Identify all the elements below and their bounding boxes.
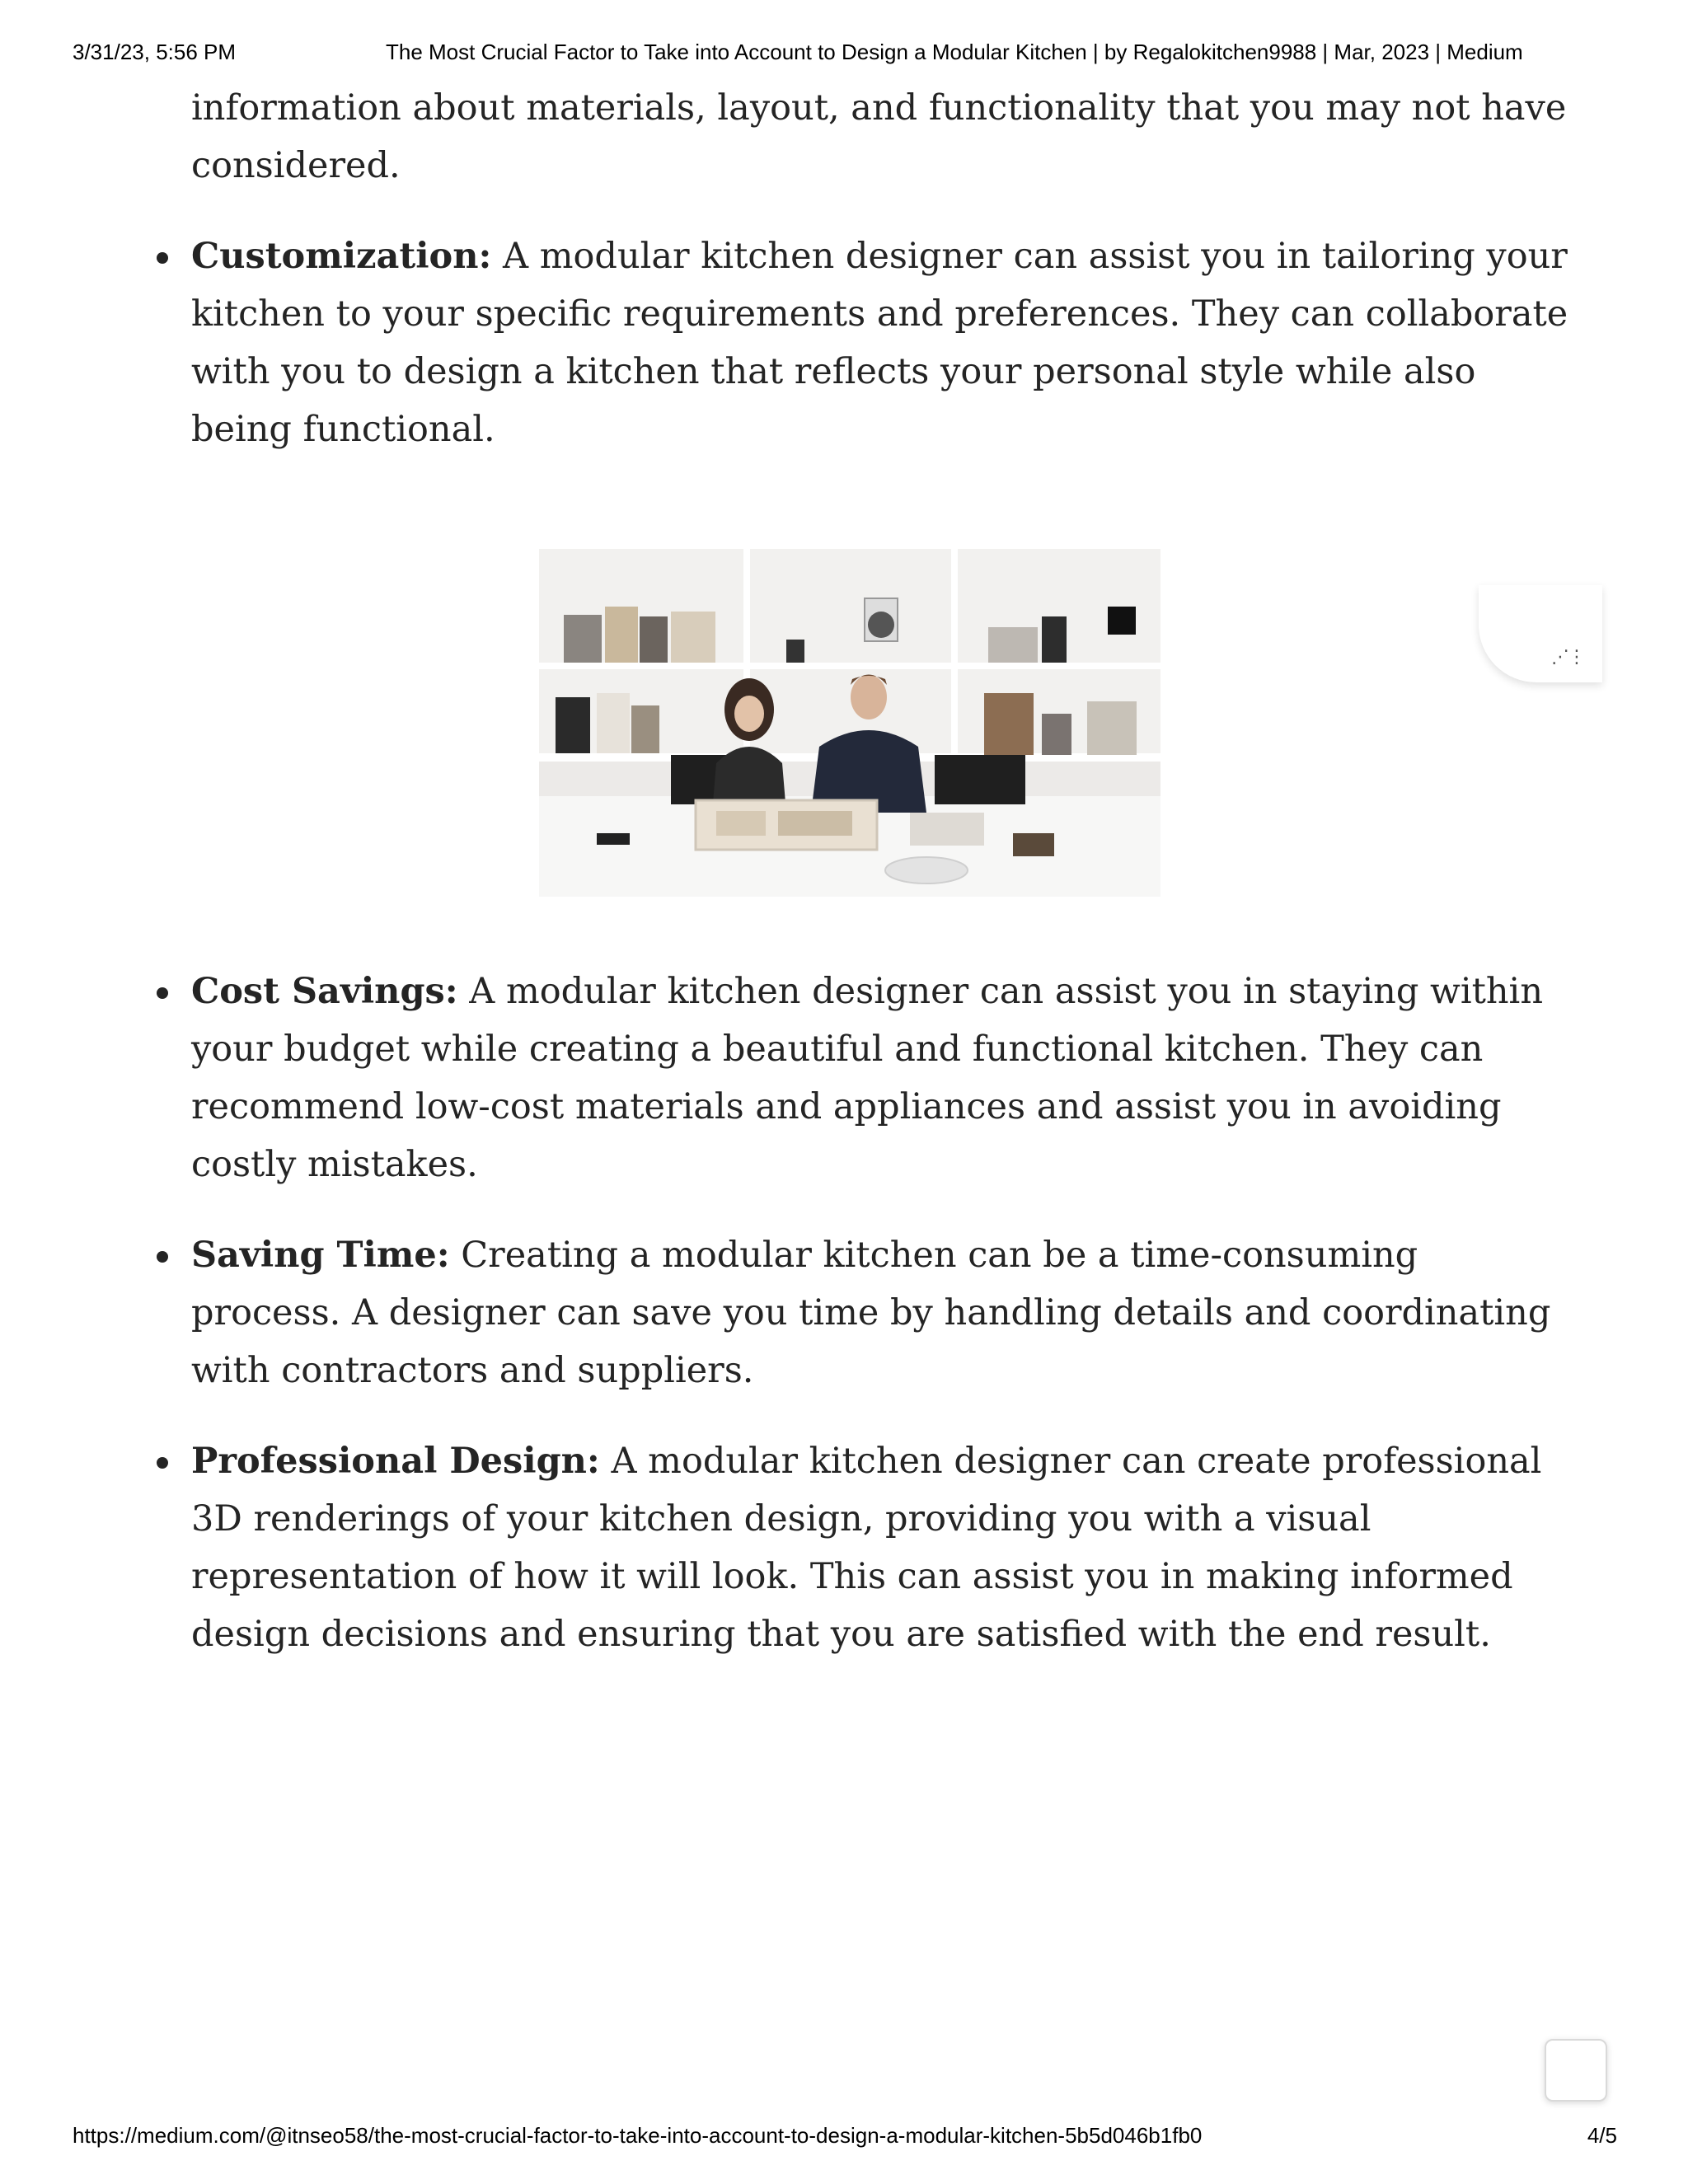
continuation-paragraph: information about materials, layout, and functionality that you may not have considered.	[191, 87, 1567, 186]
print-footer	[0, 2123, 1688, 2153]
print-url: https://medium.com/@itnseo58/the-most-crucial-factor-to-take-into-account-to-design-a-modular-kitchen-5b5d046b1fb0	[73, 2123, 1203, 2148]
print-date: 3/31/23, 5:56 PM	[73, 40, 237, 64]
bullet-text: A modular kitchen designer can assist you in tailoring your kitchen to your specific requirements and preferences. They can collaborate with you to design a kitchen that reflects your personal style while also being functional.	[191, 236, 1568, 450]
print-header	[0, 40, 1688, 69]
list-item-cost-savings	[191, 963, 1576, 1193]
print-page-title: The Most Crucial Factor to Take into Account to Design a Modular Kitchen | by Regalokitchen9988 | Mar, 2023 | Medium	[386, 40, 1523, 64]
scroll-corner-button[interactable]	[1545, 2039, 1607, 2102]
page-indicator: 4/5	[1587, 2123, 1617, 2148]
designers-photo-illustration	[539, 549, 1160, 897]
bullet-text: A modular kitchen designer can assist you in staying within your budget while creating a beautiful and functional kitchen. They can recommend low-cost materials and appliances and assist you in avoiding costly mistakes.	[191, 971, 1544, 1185]
drag-handle-icon[interactable]: ⋰⋮	[1551, 647, 1584, 668]
bullet-term: Cost Savings:	[191, 971, 458, 1012]
floating-widget[interactable]	[1479, 585, 1602, 682]
list-item-saving-time	[191, 1226, 1576, 1399]
bullet-list-bottom	[191, 963, 1576, 1663]
bullet-term: Saving Time:	[191, 1235, 450, 1276]
bullet-term: Customization:	[191, 236, 492, 277]
article-body	[191, 79, 1576, 1663]
bullet-text: Creating a modular kitchen can be a time-consuming process. A designer can save you time by handling details and coordinating with contractors and suppliers.	[191, 1235, 1551, 1391]
bullet-text: A modular kitchen designer can create professional 3D renderings of your kitchen design, providing you with a visual representation of how it will look. This can assist you in making informed design decisions and ensuring that you are satisfied with the end result.	[191, 1441, 1542, 1655]
list-item-professional-design	[191, 1432, 1576, 1663]
bullet-term: Professional Design:	[191, 1441, 600, 1482]
bullet-list-top	[191, 227, 1576, 458]
list-item-customization	[191, 227, 1576, 458]
article-image-designers-at-table[interactable]	[539, 549, 1160, 897]
